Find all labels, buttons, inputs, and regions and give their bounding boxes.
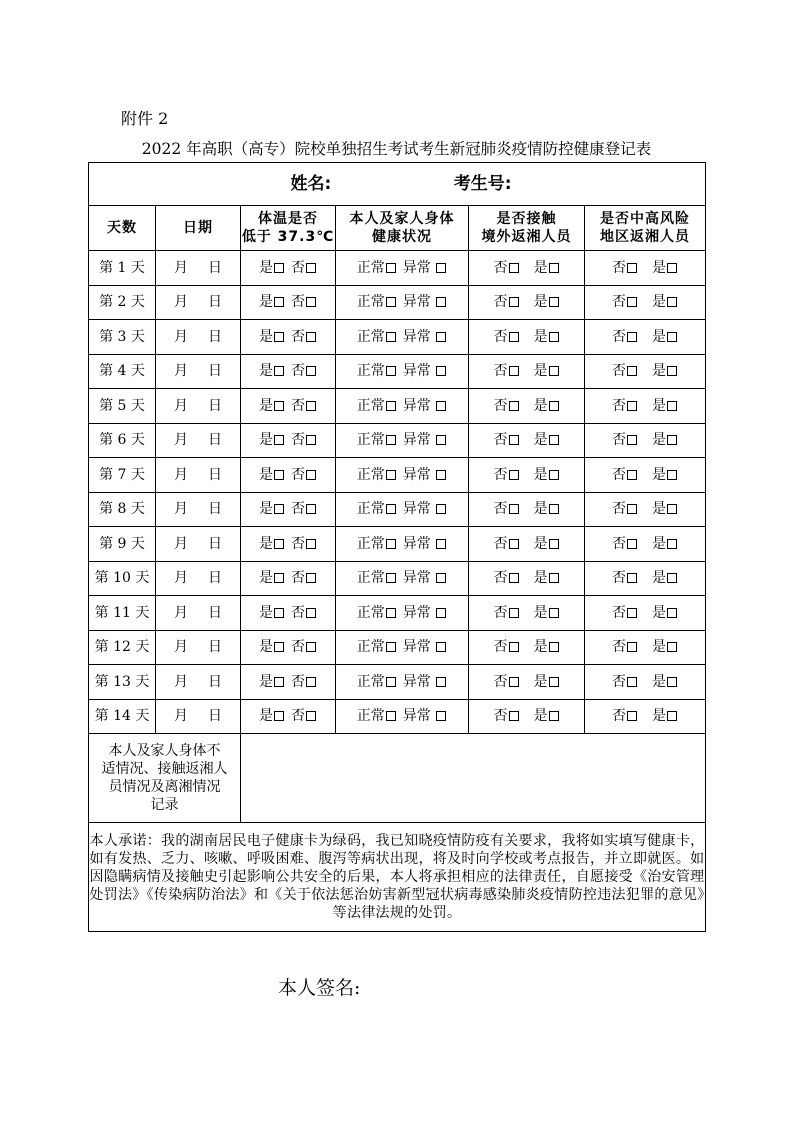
temperature-cell: 是 否 — [241, 630, 336, 665]
health-normal-checkbox[interactable] — [386, 366, 396, 376]
risk-no-checkbox[interactable] — [627, 366, 637, 376]
day-cell: 第 8 天 — [89, 492, 156, 527]
temperature-cell: 是 否 — [241, 389, 336, 424]
abroad-contact-cell: 否 是 — [469, 630, 585, 665]
temperature-cell: 是 否 — [241, 320, 336, 355]
risk-area-cell: 否 是 — [585, 389, 706, 424]
risk-no-checkbox[interactable] — [627, 504, 637, 514]
abroad-no-checkbox[interactable] — [509, 435, 519, 445]
date-cell[interactable]: 月 日 — [156, 285, 241, 320]
health-cell: 正常 异常 — [336, 354, 469, 389]
health-cell: 正常 异常 — [336, 423, 469, 458]
health-normal-checkbox[interactable] — [386, 608, 396, 618]
day-cell: 第 13 天 — [89, 665, 156, 700]
abroad-contact-cell: 否 是 — [469, 596, 585, 631]
abroad-contact-cell: 否 是 — [469, 320, 585, 355]
temp-yes-checkbox[interactable] — [274, 677, 284, 687]
day-cell: 第 5 天 — [89, 389, 156, 424]
risk-no-checkbox[interactable] — [627, 435, 637, 445]
risk-no-checkbox[interactable] — [627, 539, 637, 549]
header-health: 本人及家人身体 健康状况 — [336, 206, 469, 251]
health-cell: 正常 异常 — [336, 251, 469, 286]
risk-area-cell: 否 是 — [585, 561, 706, 596]
day-row — [89, 389, 706, 424]
date-cell[interactable]: 月 日 — [156, 251, 241, 286]
risk-yes-checkbox[interactable] — [667, 573, 677, 583]
abroad-no-checkbox[interactable] — [509, 297, 519, 307]
health-cell: 正常 异常 — [336, 492, 469, 527]
abroad-yes-checkbox[interactable] — [549, 504, 559, 514]
health-abnormal-checkbox[interactable] — [436, 366, 446, 376]
other-info-field[interactable] — [241, 734, 706, 823]
health-cell: 正常 异常 — [336, 389, 469, 424]
abroad-yes-checkbox[interactable] — [549, 297, 559, 307]
name-exam-cell[interactable] — [89, 163, 706, 206]
abroad-no-checkbox[interactable] — [509, 642, 519, 652]
header-risk-area: 是否中高风险 地区返湘人员 — [585, 206, 706, 251]
risk-yes-checkbox[interactable] — [667, 435, 677, 445]
day-row — [89, 285, 706, 320]
day-row — [89, 354, 706, 389]
day-row — [89, 630, 706, 665]
day-cell: 第 6 天 — [89, 423, 156, 458]
temperature-cell: 是 否 — [241, 458, 336, 493]
temperature-cell: 是 否 — [241, 596, 336, 631]
abroad-no-checkbox[interactable] — [509, 608, 519, 618]
temp-yes-checkbox[interactable] — [274, 263, 284, 273]
temperature-cell: 是 否 — [241, 665, 336, 700]
abroad-no-checkbox[interactable] — [509, 470, 519, 480]
temp-no-checkbox[interactable] — [306, 401, 316, 411]
risk-yes-checkbox[interactable] — [667, 608, 677, 618]
temp-yes-checkbox[interactable] — [274, 366, 284, 376]
day-cell: 第 3 天 — [89, 320, 156, 355]
abroad-no-checkbox[interactable] — [509, 366, 519, 376]
abroad-contact-cell: 否 是 — [469, 527, 585, 562]
temp-yes-checkbox[interactable] — [274, 332, 284, 342]
date-cell[interactable]: 月 日 — [156, 354, 241, 389]
attachment-label: 附件 2 — [121, 109, 169, 128]
temp-yes-checkbox[interactable] — [274, 504, 284, 514]
temp-yes-checkbox[interactable] — [274, 435, 284, 445]
day-row — [89, 423, 706, 458]
date-cell[interactable]: 月 日 — [156, 458, 241, 493]
health-abnormal-checkbox[interactable] — [436, 435, 446, 445]
risk-area-cell: 否 是 — [585, 251, 706, 286]
abroad-contact-cell: 否 是 — [469, 251, 585, 286]
risk-no-checkbox[interactable] — [627, 332, 637, 342]
header-row — [89, 206, 706, 251]
temperature-cell: 是 否 — [241, 251, 336, 286]
temperature-cell: 是 否 — [241, 423, 336, 458]
temp-no-checkbox[interactable] — [306, 711, 316, 721]
risk-yes-checkbox[interactable] — [667, 332, 677, 342]
risk-no-checkbox[interactable] — [627, 711, 637, 721]
health-abnormal-checkbox[interactable] — [436, 470, 446, 480]
risk-yes-checkbox[interactable] — [667, 401, 677, 411]
health-registration-table — [88, 162, 706, 932]
risk-no-checkbox[interactable] — [627, 573, 637, 583]
abroad-yes-checkbox[interactable] — [549, 677, 559, 687]
risk-no-checkbox[interactable] — [627, 470, 637, 480]
day-row — [89, 561, 706, 596]
other-info-label: 本人及家人身体不 适情况、接触返湘人 员情况及离湘情况 记录 — [89, 734, 241, 823]
day-cell: 第 1 天 — [89, 251, 156, 286]
health-normal-checkbox[interactable] — [386, 573, 396, 583]
temperature-cell: 是 否 — [241, 492, 336, 527]
risk-yes-checkbox[interactable] — [667, 470, 677, 480]
abroad-yes-checkbox[interactable] — [549, 332, 559, 342]
health-normal-checkbox[interactable] — [386, 263, 396, 273]
risk-no-checkbox[interactable] — [627, 677, 637, 687]
risk-yes-checkbox[interactable] — [667, 263, 677, 273]
day-cell: 第 12 天 — [89, 630, 156, 665]
risk-area-cell: 否 是 — [585, 423, 706, 458]
abroad-contact-cell: 否 是 — [469, 389, 585, 424]
abroad-no-checkbox[interactable] — [509, 711, 519, 721]
temp-no-checkbox[interactable] — [306, 642, 316, 652]
temperature-cell: 是 否 — [241, 354, 336, 389]
health-cell: 正常 异常 — [336, 458, 469, 493]
date-cell[interactable]: 月 日 — [156, 320, 241, 355]
pledge-text: 本人承诺：我的湖南居民电子健康卡为绿码，我已知晓疫情防疫有关要求，我将如实填写健康卡，如有发热、乏力、咳嗽、呼吸困难、腹泻等病状出现，将及时向学校或考点报告，并立即就医。如因隐瞒病情及接触史引起影响公共安全的后果，本人将承担相应的法律责任，自愿接受《治安管理处罚法》《传染病防治法》和《关于依法惩治妨害新型冠状病毒感染肺炎疫情防控违法犯罪的意见》等法律法规的处罚。 — [89, 823, 706, 932]
date-cell[interactable]: 月 日 — [156, 389, 241, 424]
temp-yes-checkbox[interactable] — [274, 539, 284, 549]
abroad-contact-cell: 否 是 — [469, 354, 585, 389]
health-cell: 正常 异常 — [336, 699, 469, 734]
health-abnormal-checkbox[interactable] — [436, 677, 446, 687]
day-cell: 第 11 天 — [89, 596, 156, 631]
temp-yes-checkbox[interactable] — [274, 401, 284, 411]
temp-no-checkbox[interactable] — [306, 539, 316, 549]
risk-yes-checkbox[interactable] — [667, 366, 677, 376]
health-abnormal-checkbox[interactable] — [436, 401, 446, 411]
temp-yes-checkbox[interactable] — [274, 608, 284, 618]
health-abnormal-checkbox[interactable] — [436, 608, 446, 618]
health-normal-checkbox[interactable] — [386, 435, 396, 445]
abroad-yes-checkbox[interactable] — [549, 401, 559, 411]
day-cell: 第 10 天 — [89, 561, 156, 596]
risk-yes-checkbox[interactable] — [667, 711, 677, 721]
health-cell: 正常 异常 — [336, 596, 469, 631]
abroad-yes-checkbox[interactable] — [549, 573, 559, 583]
risk-no-checkbox[interactable] — [627, 642, 637, 652]
risk-area-cell: 否 是 — [585, 320, 706, 355]
temp-no-checkbox[interactable] — [306, 608, 316, 618]
temp-no-checkbox[interactable] — [306, 573, 316, 583]
health-normal-checkbox[interactable] — [386, 297, 396, 307]
health-normal-checkbox[interactable] — [386, 711, 396, 721]
abroad-contact-cell: 否 是 — [469, 699, 585, 734]
health-cell: 正常 异常 — [336, 285, 469, 320]
health-normal-checkbox[interactable] — [386, 470, 396, 480]
temperature-cell: 是 否 — [241, 699, 336, 734]
name-row — [89, 163, 706, 206]
health-normal-checkbox[interactable] — [386, 332, 396, 342]
other-info-row — [89, 734, 706, 823]
health-cell: 正常 异常 — [336, 527, 469, 562]
health-cell: 正常 异常 — [336, 320, 469, 355]
date-cell[interactable]: 月 日 — [156, 423, 241, 458]
abroad-yes-checkbox[interactable] — [549, 608, 559, 618]
health-abnormal-checkbox[interactable] — [436, 263, 446, 273]
risk-yes-checkbox[interactable] — [667, 297, 677, 307]
date-cell[interactable]: 月 日 — [156, 699, 241, 734]
abroad-yes-checkbox[interactable] — [549, 435, 559, 445]
abroad-no-checkbox[interactable] — [509, 677, 519, 687]
temp-yes-checkbox[interactable] — [274, 711, 284, 721]
signature-label: 本人签名: — [278, 977, 361, 999]
day-row — [89, 596, 706, 631]
day-row — [89, 665, 706, 700]
header-date: 日期 — [156, 206, 241, 251]
header-day: 天数 — [89, 206, 156, 251]
health-cell: 正常 异常 — [336, 630, 469, 665]
abroad-contact-cell: 否 是 — [469, 285, 585, 320]
date-cell[interactable]: 月 日 — [156, 596, 241, 631]
risk-area-cell: 否 是 — [585, 285, 706, 320]
temp-yes-checkbox[interactable] — [274, 573, 284, 583]
temp-no-checkbox[interactable] — [306, 297, 316, 307]
health-cell: 正常 异常 — [336, 561, 469, 596]
abroad-contact-cell: 否 是 — [469, 423, 585, 458]
name-label: 姓名: — [290, 173, 332, 194]
header-temperature: 体温是否 低于 37.3℃ — [241, 206, 336, 251]
day-row — [89, 458, 706, 493]
abroad-contact-cell: 否 是 — [469, 561, 585, 596]
health-normal-checkbox[interactable] — [386, 539, 396, 549]
abroad-no-checkbox[interactable] — [509, 263, 519, 273]
exam-number-label: 考生号: — [453, 173, 512, 194]
day-row — [89, 320, 706, 355]
form-title: 2022 年高职（高专）院校单独招生考试考生新冠肺炎疫情防控健康登记表 — [141, 140, 652, 158]
risk-no-checkbox[interactable] — [627, 297, 637, 307]
temp-yes-checkbox[interactable] — [274, 470, 284, 480]
risk-area-cell: 否 是 — [585, 354, 706, 389]
temperature-cell: 是 否 — [241, 527, 336, 562]
temp-yes-checkbox[interactable] — [274, 297, 284, 307]
risk-area-cell: 否 是 — [585, 527, 706, 562]
health-abnormal-checkbox[interactable] — [436, 642, 446, 652]
date-cell[interactable]: 月 日 — [156, 561, 241, 596]
abroad-no-checkbox[interactable] — [509, 573, 519, 583]
temp-no-checkbox[interactable] — [306, 366, 316, 376]
abroad-yes-checkbox[interactable] — [549, 642, 559, 652]
day-row — [89, 251, 706, 286]
day-cell: 第 7 天 — [89, 458, 156, 493]
risk-no-checkbox[interactable] — [627, 401, 637, 411]
risk-area-cell: 否 是 — [585, 665, 706, 700]
date-cell[interactable]: 月 日 — [156, 492, 241, 527]
risk-no-checkbox[interactable] — [627, 608, 637, 618]
abroad-contact-cell: 否 是 — [469, 458, 585, 493]
abroad-contact-cell: 否 是 — [469, 492, 585, 527]
risk-area-cell: 否 是 — [585, 458, 706, 493]
temp-no-checkbox[interactable] — [306, 504, 316, 514]
temp-no-checkbox[interactable] — [306, 677, 316, 687]
date-cell[interactable]: 月 日 — [156, 527, 241, 562]
risk-area-cell: 否 是 — [585, 630, 706, 665]
abroad-no-checkbox[interactable] — [509, 539, 519, 549]
health-normal-checkbox[interactable] — [386, 504, 396, 514]
risk-yes-checkbox[interactable] — [667, 504, 677, 514]
pledge-row — [89, 823, 706, 932]
day-row — [89, 699, 706, 734]
day-cell: 第 4 天 — [89, 354, 156, 389]
temperature-cell: 是 否 — [241, 285, 336, 320]
health-abnormal-checkbox[interactable] — [436, 573, 446, 583]
risk-area-cell: 否 是 — [585, 492, 706, 527]
day-cell: 第 2 天 — [89, 285, 156, 320]
risk-area-cell: 否 是 — [585, 596, 706, 631]
temp-yes-checkbox[interactable] — [274, 642, 284, 652]
temp-no-checkbox[interactable] — [306, 435, 316, 445]
health-normal-checkbox[interactable] — [386, 401, 396, 411]
abroad-yes-checkbox[interactable] — [549, 470, 559, 480]
health-normal-checkbox[interactable] — [386, 642, 396, 652]
day-row — [89, 492, 706, 527]
risk-yes-checkbox[interactable] — [667, 539, 677, 549]
health-abnormal-checkbox[interactable] — [436, 297, 446, 307]
day-row — [89, 527, 706, 562]
temperature-cell: 是 否 — [241, 561, 336, 596]
temp-no-checkbox[interactable] — [306, 332, 316, 342]
abroad-no-checkbox[interactable] — [509, 332, 519, 342]
temp-no-checkbox[interactable] — [306, 470, 316, 480]
abroad-yes-checkbox[interactable] — [549, 263, 559, 273]
date-cell[interactable]: 月 日 — [156, 665, 241, 700]
health-abnormal-checkbox[interactable] — [436, 332, 446, 342]
health-abnormal-checkbox[interactable] — [436, 539, 446, 549]
risk-yes-checkbox[interactable] — [667, 677, 677, 687]
header-abroad-contact: 是否接触 境外返湘人员 — [469, 206, 585, 251]
abroad-no-checkbox[interactable] — [509, 401, 519, 411]
health-abnormal-checkbox[interactable] — [436, 504, 446, 514]
date-cell[interactable]: 月 日 — [156, 630, 241, 665]
day-cell: 第 9 天 — [89, 527, 156, 562]
risk-no-checkbox[interactable] — [627, 263, 637, 273]
abroad-yes-checkbox[interactable] — [549, 366, 559, 376]
health-abnormal-checkbox[interactable] — [436, 711, 446, 721]
abroad-contact-cell: 否 是 — [469, 665, 585, 700]
abroad-yes-checkbox[interactable] — [549, 711, 559, 721]
day-cell: 第 14 天 — [89, 699, 156, 734]
health-normal-checkbox[interactable] — [386, 677, 396, 687]
abroad-yes-checkbox[interactable] — [549, 539, 559, 549]
risk-yes-checkbox[interactable] — [667, 642, 677, 652]
temp-no-checkbox[interactable] — [306, 263, 316, 273]
risk-area-cell: 否 是 — [585, 699, 706, 734]
abroad-no-checkbox[interactable] — [509, 504, 519, 514]
health-cell: 正常 异常 — [336, 665, 469, 700]
